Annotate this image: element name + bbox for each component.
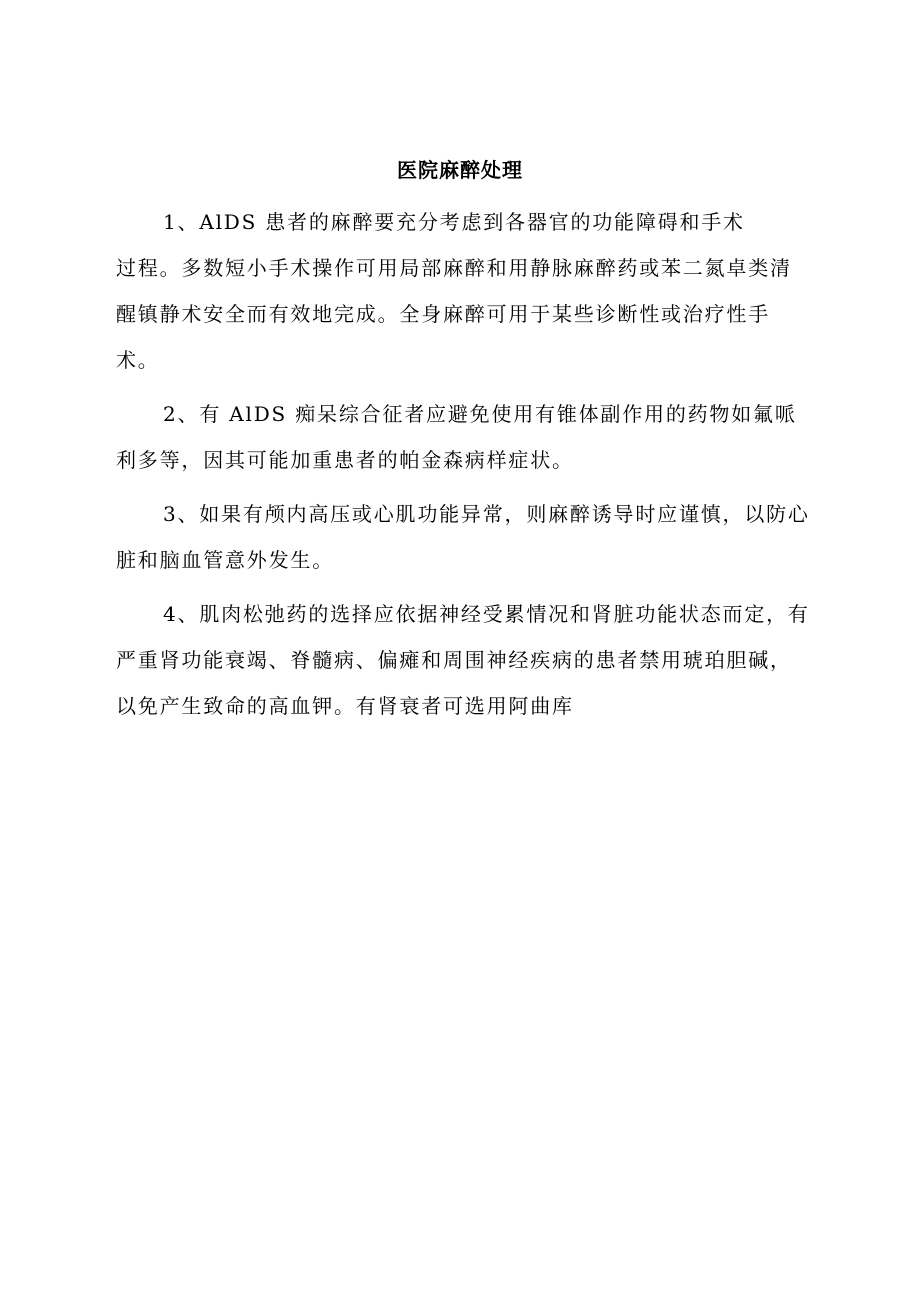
paragraph-2 — [116, 391, 811, 483]
paragraph-4-text: 4、肌肉松弛药的选择应依据神经受累情况和肾脏功能状态而定，有严重肾功能衰竭、脊髓病、偏瘫和周围神经疾病的患者禁用琥珀胆碱，以免产生致命的高血钾。有肾衰者可选用阿曲库 — [116, 602, 810, 718]
document-body — [116, 199, 811, 737]
paragraph-2-text: 2、有 AlDS 痴呆综合征者应避免使用有锥体副作用的药物如氟哌利多等，因其可能加重患者的帕金森病样症状。 — [116, 402, 797, 472]
paragraph-1-first-line: 1、AlDS 患者的麻醉要充分考虑到各器官的功能障碍和手术 — [163, 210, 745, 234]
paragraph-4 — [116, 591, 811, 729]
paragraph-1-text: 过程。多数短小手术操作可用局部麻醉和用静脉麻醉药或苯二氮卓类清醒镇静术安全而有效地完成。全身麻醉可用于某些诊断性或治疗性手术。 — [116, 256, 792, 372]
paragraph-1 — [116, 199, 811, 383]
paragraph-3 — [116, 491, 811, 583]
document-title: 医院麻醉处理 — [397, 158, 523, 182]
paragraph-3-text: 3、如果有颅内高压或心肌功能异常，则麻醉诱导时应谨慎，以防心脏和脑血管意外发生。 — [116, 502, 810, 572]
